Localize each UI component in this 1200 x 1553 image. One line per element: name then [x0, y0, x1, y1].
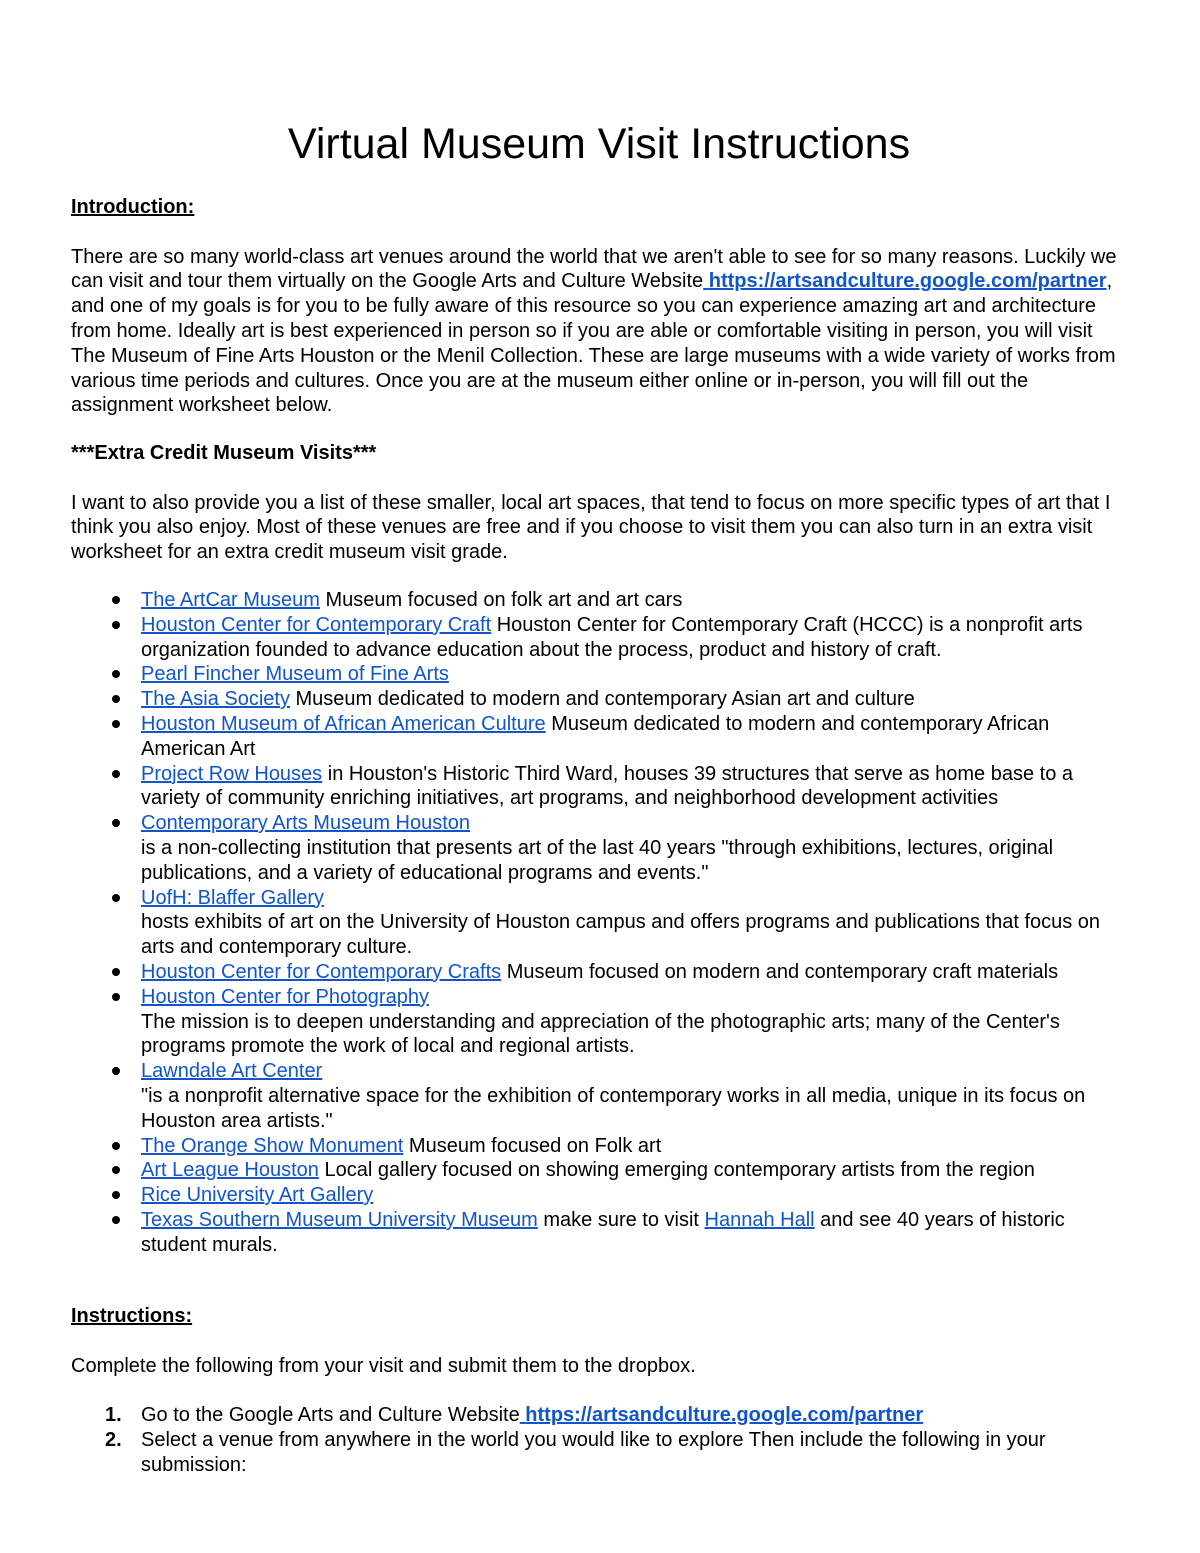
- instructions-text: Complete the following from your visit and submit them to the dropbox.: [71, 1354, 696, 1377]
- museum-desc: in Houston's Historic Third Ward, houses 39 structures that serve as home base to a variety of community enriching initiatives, art programs, and neighborhood development activities: [141, 762, 1074, 810]
- intro-heading: Introduction:: [71, 196, 195, 218]
- museum-desc: Local gallery focused on showing emerging contemporary artists from the region: [318, 1159, 1035, 1182]
- list-item: [71, 811, 1131, 885]
- hannah-hall-link[interactable]: Hannah Hall: [704, 1208, 815, 1231]
- step-text: Go to the Google Arts and Culture Website: [141, 1404, 520, 1427]
- museum-desc: make sure to visit: [537, 1208, 705, 1231]
- museum-desc: is a non-collecting institution that presents art of the last 40 years "through exhibitions, lectures, original publications, and a variety of educational programs and events.": [141, 836, 1054, 884]
- museum-desc: Museum focused on folk art and art cars: [319, 589, 683, 611]
- step-number: 1.: [105, 1404, 122, 1427]
- page-title: Virtual Museum Visit Instructions: [287, 120, 911, 168]
- step-text: Select a venue from anywhere in the world you would like to explore Then include the following in your submission:: [141, 1428, 1046, 1476]
- list-item: [71, 613, 1131, 663]
- museum-link[interactable]: Texas Southern Museum University Museum: [141, 1208, 538, 1231]
- museum-desc: hosts exhibits of art on the University of Houston campus and offers programs and publications that focus on arts and contemporary culture.: [141, 911, 1101, 959]
- step-item: [71, 1428, 1131, 1478]
- instructions-heading: Instructions:: [71, 1305, 193, 1327]
- list-item: [71, 886, 1131, 960]
- museum-link[interactable]: Houston Museum of African American Culture: [141, 712, 546, 735]
- museum-link[interactable]: Houston Center for Photography: [141, 985, 429, 1008]
- list-item: [71, 762, 1131, 812]
- museum-link[interactable]: Pearl Fincher Museum of Fine Arts: [141, 663, 449, 686]
- list-item: [71, 1059, 1131, 1133]
- intro-text-after: , and one of my goals is for you to be fully aware of this resource so you can experience amazing art and architecture from home. Ideally art is best experienced in person so if you are able or comfortable visiting in person, you will visit The Museum of Fine Arts Houston or the Menil Collection. These are large museums with a wide variety of works from various time periods and cultures. Once you are at the museum either online or in-person, you will fill out the assignment worksheet below.: [71, 270, 1116, 417]
- extra-credit-section: [71, 441, 1131, 565]
- list-item: [71, 588, 1131, 613]
- list-item: [71, 1134, 1131, 1159]
- intro-paragraph: [71, 245, 1131, 419]
- arts-culture-link[interactable]: https://artsandculture.google.com/partner: [708, 270, 1107, 293]
- list-item: [71, 960, 1131, 985]
- step-number: 2.: [105, 1428, 122, 1451]
- step-item: [71, 1403, 1131, 1428]
- museum-link[interactable]: UofH: Blaffer Gallery: [141, 886, 325, 909]
- museum-link[interactable]: Art League Houston: [141, 1159, 319, 1182]
- list-item: [71, 1183, 1131, 1208]
- museum-link[interactable]: Rice University Art Gallery: [141, 1184, 374, 1207]
- museum-link[interactable]: The ArtCar Museum: [141, 589, 320, 611]
- museum-link[interactable]: Houston Center for Contemporary Crafts: [141, 960, 502, 983]
- museum-desc: "is a nonprofit alternative space for the exhibition of contemporary works in all media, unique in its focus on Houston area artists.": [141, 1084, 1086, 1132]
- museum-link[interactable]: The Asia Society: [141, 688, 290, 711]
- museum-list-section: [71, 588, 1131, 1258]
- museum-link[interactable]: Lawndale Art Center: [141, 1060, 323, 1083]
- museum-list: [71, 588, 1131, 1258]
- extra-credit-heading: ***Extra Credit Museum Visits***: [71, 442, 377, 464]
- museum-link[interactable]: The Orange Show Monument: [141, 1134, 404, 1157]
- museum-desc: Museum dedicated to modern and contemporary Asian art and culture: [289, 688, 915, 711]
- instruction-steps: [71, 1403, 1131, 1477]
- museum-link[interactable]: Contemporary Arts Museum Houston: [141, 812, 471, 835]
- museum-desc: The mission is to deepen understanding and appreciation of the photographic arts; many of the Center's programs promote the work of local and regional artists.: [141, 1010, 1060, 1058]
- list-item: [71, 662, 1131, 687]
- list-item: [71, 712, 1131, 762]
- museum-desc: Museum focused on modern and contemporary craft materials: [501, 960, 1059, 983]
- museum-desc: Museum focused on Folk art: [403, 1134, 662, 1157]
- intro-section: [71, 195, 1131, 418]
- museum-link[interactable]: Project Row Houses: [141, 762, 323, 785]
- extra-credit-paragraph: I want to also provide you a list of these smaller, local art spaces, that tend to focus on more specific types of art that I think you also enjoy. Most of these venues are free and if you choose to visit them you can also turn in an extra visit worksheet for an extra credit museum visit grade.: [71, 491, 1111, 564]
- museum-desc: Houston Center for Contemporary Craft (HCCC) is a nonprofit arts organization founded to advance education about the process, product and history of craft.: [141, 613, 1083, 661]
- list-item: [71, 1158, 1131, 1183]
- museum-desc: Museum dedicated to modern and contemporary African American Art: [141, 712, 1050, 760]
- arts-culture-link-2[interactable]: https://artsandculture.google.com/partner: [525, 1404, 924, 1427]
- museum-desc-2: and see 40 years of historic student murals.: [141, 1208, 1065, 1256]
- list-item: [71, 1208, 1131, 1258]
- instructions-section: [71, 1304, 1131, 1478]
- museum-link[interactable]: Houston Center for Contemporary Craft: [141, 613, 492, 636]
- list-item: [71, 687, 1131, 712]
- intro-text-before: There are so many world-class art venues around the world that we aren't able to see for so many reasons. Luckily we can visit and tour them virtually on the Google Arts and Culture Website: [71, 245, 1117, 293]
- list-item: [71, 985, 1131, 1059]
